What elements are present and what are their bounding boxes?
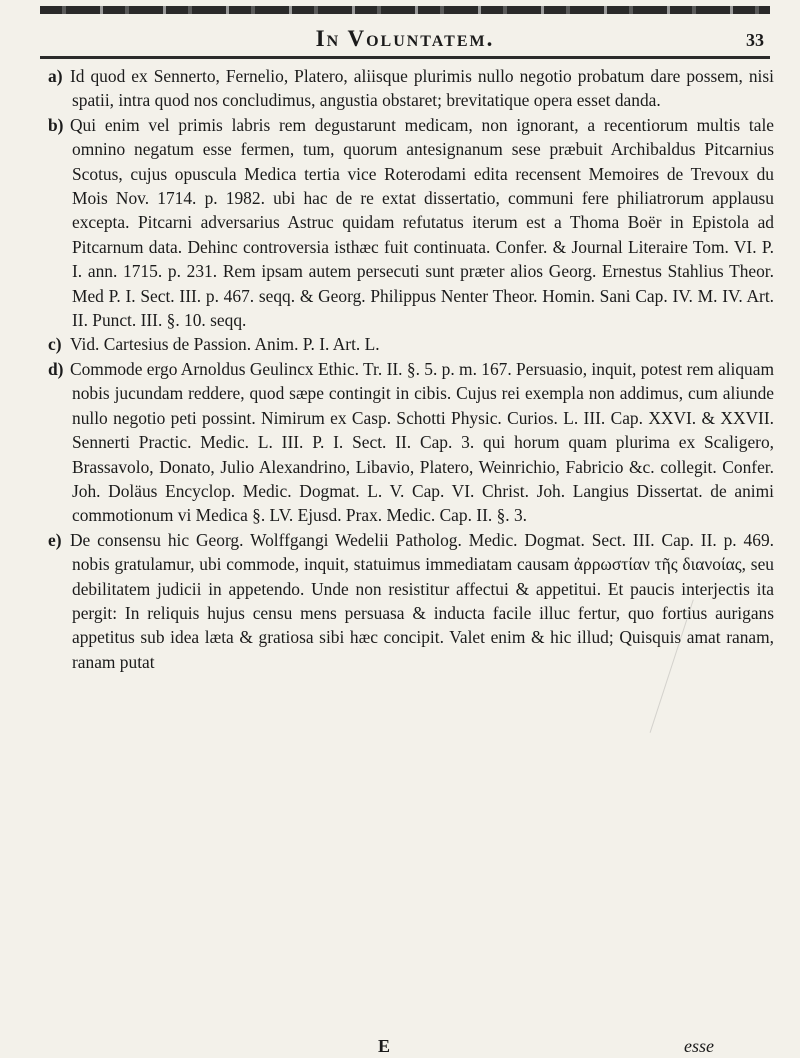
- header-rule: [40, 56, 770, 59]
- footnote-e: [48, 528, 774, 674]
- signature-mark: E: [378, 1036, 391, 1056]
- footnote-a: [48, 64, 774, 113]
- footnote-b: [48, 113, 774, 333]
- running-title: In Voluntatem.: [315, 26, 495, 51]
- note-text: Vid. Cartesius de Passion. Anim. P. I. Art. L.: [70, 334, 380, 355]
- page-header: [40, 24, 770, 54]
- note-text: De consensu hic Georg. Wolffgangi Wedelii Patholog. Medic. Dogmat. Sect. III. Cap. II. p. 469. nobis gratulamur, ubi commode, inquit, statuimus immediatam causam ἀρρωστίαν τῆς διανοίας, seu debilitatem judicii in appetendo. Unde non resistitur affectui & appetitui. Et paucis interjectis ita pergit: In reliquis hujus censu mens persuasa & inducta facile illuc fertur, quo fortius aurigans appetitus sub idea læta & gratiosa sibi hæc concipit. Valet enim & hic illud; Quisquis amat ranam, ranam putat: [70, 529, 774, 672]
- note-text: Id quod ex Sennerto, Fernelio, Platero, aliisque plurimis nullo negotio probatum dare possem, nisi spatii, intra quod nos concludimus, angustia obstaret; brevitatique opera esset danda.: [70, 66, 774, 111]
- footnote-c: [48, 332, 774, 356]
- page-number: 33: [746, 30, 764, 50]
- footnote-d: [48, 357, 774, 528]
- header-ornament-rule: [40, 6, 770, 14]
- note-marker: b): [48, 114, 64, 135]
- catchword: esse: [684, 1036, 714, 1056]
- note-marker: a): [48, 66, 63, 86]
- note-marker: e): [48, 529, 62, 550]
- note-marker: c): [48, 334, 62, 355]
- note-text: Qui enim vel primis labris rem degustarunt medicam, non ignorant, a recentiorum multis tale omnino negatum esse fermen, tum, quorum antesignanum sese præbuit Archibaldus Pitcarnius Scotus, cujus opuscula Medica tertia vice Roterodami edita recensent Memoires de Trevoux du Mois Nov. 1714. p. 1982. ubi hac de re extat dissertatio, communi fere philiatrorum applausu excepta. Pitcarni adversarius Astruc quidam refutatus iterum est a Thoma Boër in Epistola ad Pitcarnum data. Dehinc controversia isthæc fuit continuata. Confer. & Journal Literaire Tom. VI. P. I. ann. 1715. p. 231. Rem ipsam autem persecuti sunt præter alios Georg. Ernestus Stahlius Theor. Med P. I. Sect. III. p. 467. seqq. & Georg. Philippus Nenter Theor. Homin. Sani Cap. IV. M. IV. Art. II. Punct. III. §. 10. seqq.: [70, 114, 774, 331]
- page-footer: [48, 1036, 774, 1056]
- note-text: Commode ergo Arnoldus Geulincx Ethic. Tr. II. §. 5. p. m. 167. Persuasio, inquit, potest rem aliquam nobis jucundam reddere, quod sæpe contingit in cibis. Cujus rei exempla non addimus, cum aliunde nullo negotio peti possint. Nimirum ex Casp. Schotti Physic. Curios. L. III. Cap. XXVI. & XXVII. Sennerti Practic. Medic. L. III. P. I. Sect. II. Cap. 3. qui horum quam plurima ex Scaligero, Brassavolo, Donato, Julio Alexandrino, Libavio, Platero, Weinrichio, Fabricio &c. collegit. Confer. Joh. Doläus Encyclop. Medic. Dogmat. L. V. Cap. VI. Christ. Joh. Langius Dissertat. de animi commotionum vi Medica §. LV. Ejusd. Prax. Medic. Cap. II. §. 3.: [70, 358, 774, 526]
- footnotes: [48, 64, 774, 674]
- note-marker: d): [48, 358, 64, 379]
